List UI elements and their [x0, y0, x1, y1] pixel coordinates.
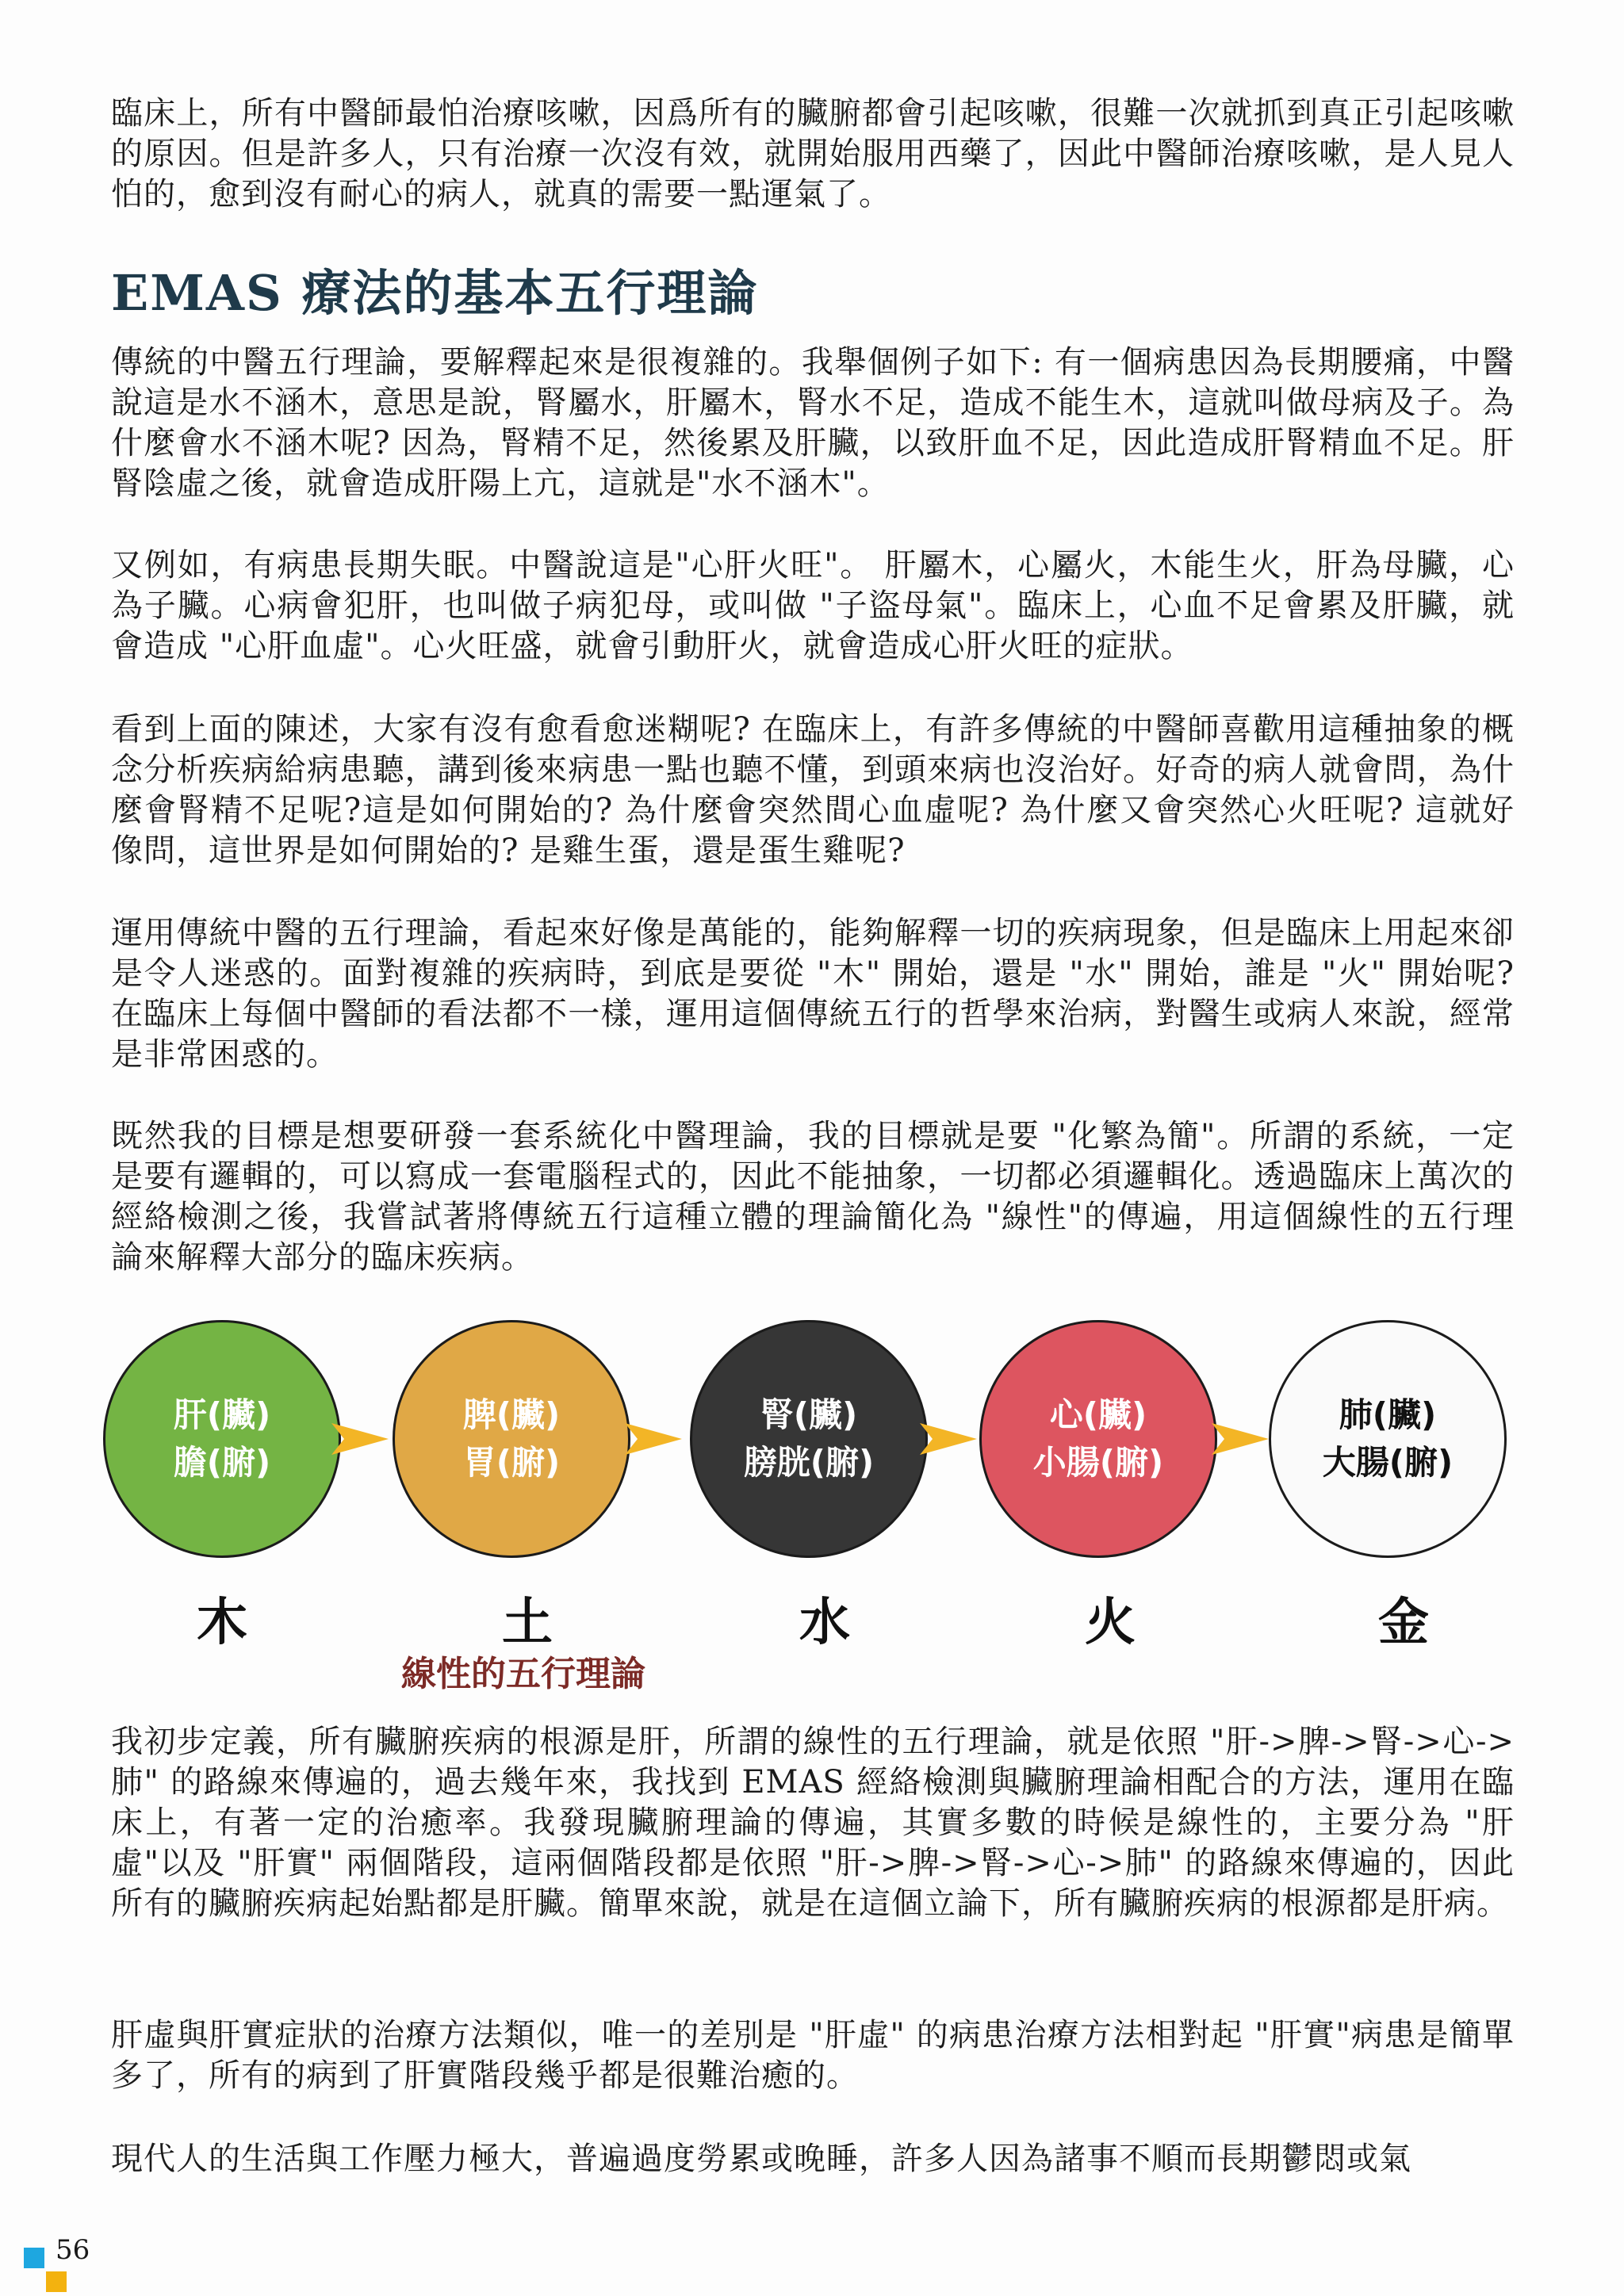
element-label-wood: 木	[197, 1594, 247, 1652]
yellow-square-icon	[46, 2271, 67, 2292]
organ-fu-label: 大腸(腑)	[1322, 1443, 1454, 1482]
diagram-caption: 線性的五行理論	[401, 1654, 645, 1694]
linear-five-elements-diagram	[103, 1320, 1538, 1693]
paragraph-modern-life: 現代人的生活與工作壓力極大，普遍過度勞累或晚睡，許多人因為諸事不順而長期鬱悶或氣	[111, 2141, 1411, 2177]
organ-fu-label: 胃(腑)	[462, 1443, 561, 1482]
blue-square-icon	[24, 2248, 44, 2268]
organ-circle-heart	[979, 1320, 1217, 1558]
organ-zang-label: 心(臟)	[1049, 1395, 1147, 1434]
organ-circle-liver	[103, 1320, 341, 1558]
arrow-right-icon	[920, 1419, 977, 1459]
element-label-metal: 金	[1378, 1594, 1429, 1652]
arrow-right-icon	[331, 1419, 389, 1459]
organ-circle-kidney	[690, 1320, 928, 1558]
organ-circle-spleen	[393, 1320, 630, 1558]
organ-zang-label: 肝(臟)	[173, 1395, 271, 1434]
organ-fu-label: 小腸(腑)	[1032, 1443, 1164, 1482]
paragraph-simplify: 既然我的目標是想要研發一套系統化中醫理論，我的目標就是要 "化繁為簡"。所謂的系統，一定是要有邏輯的，可以寫成一套電腦程式的，因此不能抽象，一切都必須邏輯化。透過臨床上萬次的經絡檢測之後，我嘗試著將傳統五行這種立體的理論簡化為 "線性"的傳遍，用這個線性的五行理論來解釋大部分的臨床疾病。	[111, 1118, 1515, 1276]
organ-zang-label: 脾(臟)	[462, 1395, 561, 1434]
page-number: 56	[56, 2234, 90, 2266]
paragraph-confusion: 看到上面的陳述，大家有沒有愈看愈迷糊呢? 在臨床上，有許多傳統的中醫師喜歡用這種抽象的概念分析疾病給病患聽，講到後來病患一點也聽不懂，到頭來病也沒治好。好奇的病人就會問，為什麼會腎精不足呢?這是如何開始的? 為什麼會突然間心血虛呢? 為什麼又會突然心火旺呢? 這就好像問，這世界是如何開始的? 是雞生蛋，還是蛋生雞呢?	[111, 711, 1515, 869]
organ-fu-label: 膽(腑)	[173, 1443, 271, 1482]
organ-fu-label: 膀胱(腑)	[743, 1443, 875, 1482]
organ-zang-label: 腎(臟)	[760, 1395, 858, 1434]
element-label-earth: 土	[502, 1594, 553, 1652]
element-label-water: 水	[799, 1594, 850, 1652]
arrow-right-icon	[1212, 1419, 1269, 1459]
intro-paragraph: 臨床上，所有中醫師最怕治療咳嗽，因爲所有的臟腑都會引起咳嗽，很難一次就抓到真正引起咳嗽的原因。但是許多人，只有治療一次沒有效，就開始服用西藥了，因此中醫師治療咳嗽，是人見人怕的，愈到沒有耐心的病人，就真的需要一點運氣了。	[111, 95, 1515, 212]
paragraph-heart-liver-fire: 又例如，有病患長期失眠。中醫說這是"心肝火旺"。 肝屬木，心屬火，木能生火，肝為母臟，心為子臟。心病會犯肝，也叫做子病犯母，或叫做 "子盜母氣"。臨床上，心血不足會累及肝臟，就會造成 "心肝血虛"。心火旺盛，就會引動肝火，就會造成心肝火旺的症狀。	[111, 547, 1515, 664]
paragraph-five-elements-use: 運用傳統中醫的五行理論，看起來好像是萬能的，能夠解釋一切的疾病現象，但是臨床上用起來卻是令人迷惑的。面對複雜的疾病時，到底是要從 "木" 開始，還是 "水" 開始，誰是 "火" 開始呢? 在臨床上每個中醫師的看法都不一樣，運用這個傳統五行的哲學來治病，對醫生或病人來說，經常是非常困惑的。	[111, 915, 1515, 1073]
paragraph-water-wood: 傳統的中醫五行理論，要解釋起來是很複雜的。我舉個例子如下: 有一個病患因為長期腰痛，中醫說這是水不涵木，意思是說，腎屬水，肝屬木，腎水不足，造成不能生木，這就叫做母病及子。為什麼會水不涵木呢? 因為，腎精不足，然後累及肝臟，以致肝血不足，因此造成肝腎精血不足。肝腎陰虛之後，就會造成肝陽上亢，這就是"水不涵木"。	[111, 344, 1515, 502]
arrow-right-icon	[625, 1419, 682, 1459]
element-label-fire: 火	[1085, 1594, 1136, 1652]
organ-zang-label: 肺(臟)	[1339, 1395, 1437, 1434]
paragraph-linear-definition: 我初步定義，所有臟腑疾病的根源是肝，所謂的線性的五行理論，就是依照 "肝->脾->腎->心->肺" 的路線來傳遍的，過去幾年來，我找到 EMAS 經絡檢測與臟腑理論相配合的方法，運用在臨床上，有著一定的治癒率。我發現臟腑理論的傳遍，其實多數的時候是線性的，主要分為 "肝虛"以及 "肝實" 兩個階段，這兩個階段都是依照 "肝->脾->腎->心->肺" 的路線來傳遍的，因此所有的臟腑疾病起始點都是肝臟。簡單來說，就是在這個立論下，所有臟腑疾病的根源都是肝病。	[111, 1724, 1515, 1922]
section-heading: EMAS 療法的基本五行理論	[111, 264, 759, 322]
organ-circle-lung	[1269, 1320, 1507, 1558]
paragraph-deficiency-excess: 肝虛與肝實症狀的治療方法類似，唯一的差別是 "肝虛" 的病患治療方法相對起 "肝實"病患是簡單多了，所有的病到了肝實階段幾乎都是很難治癒的。	[111, 2017, 1515, 2094]
